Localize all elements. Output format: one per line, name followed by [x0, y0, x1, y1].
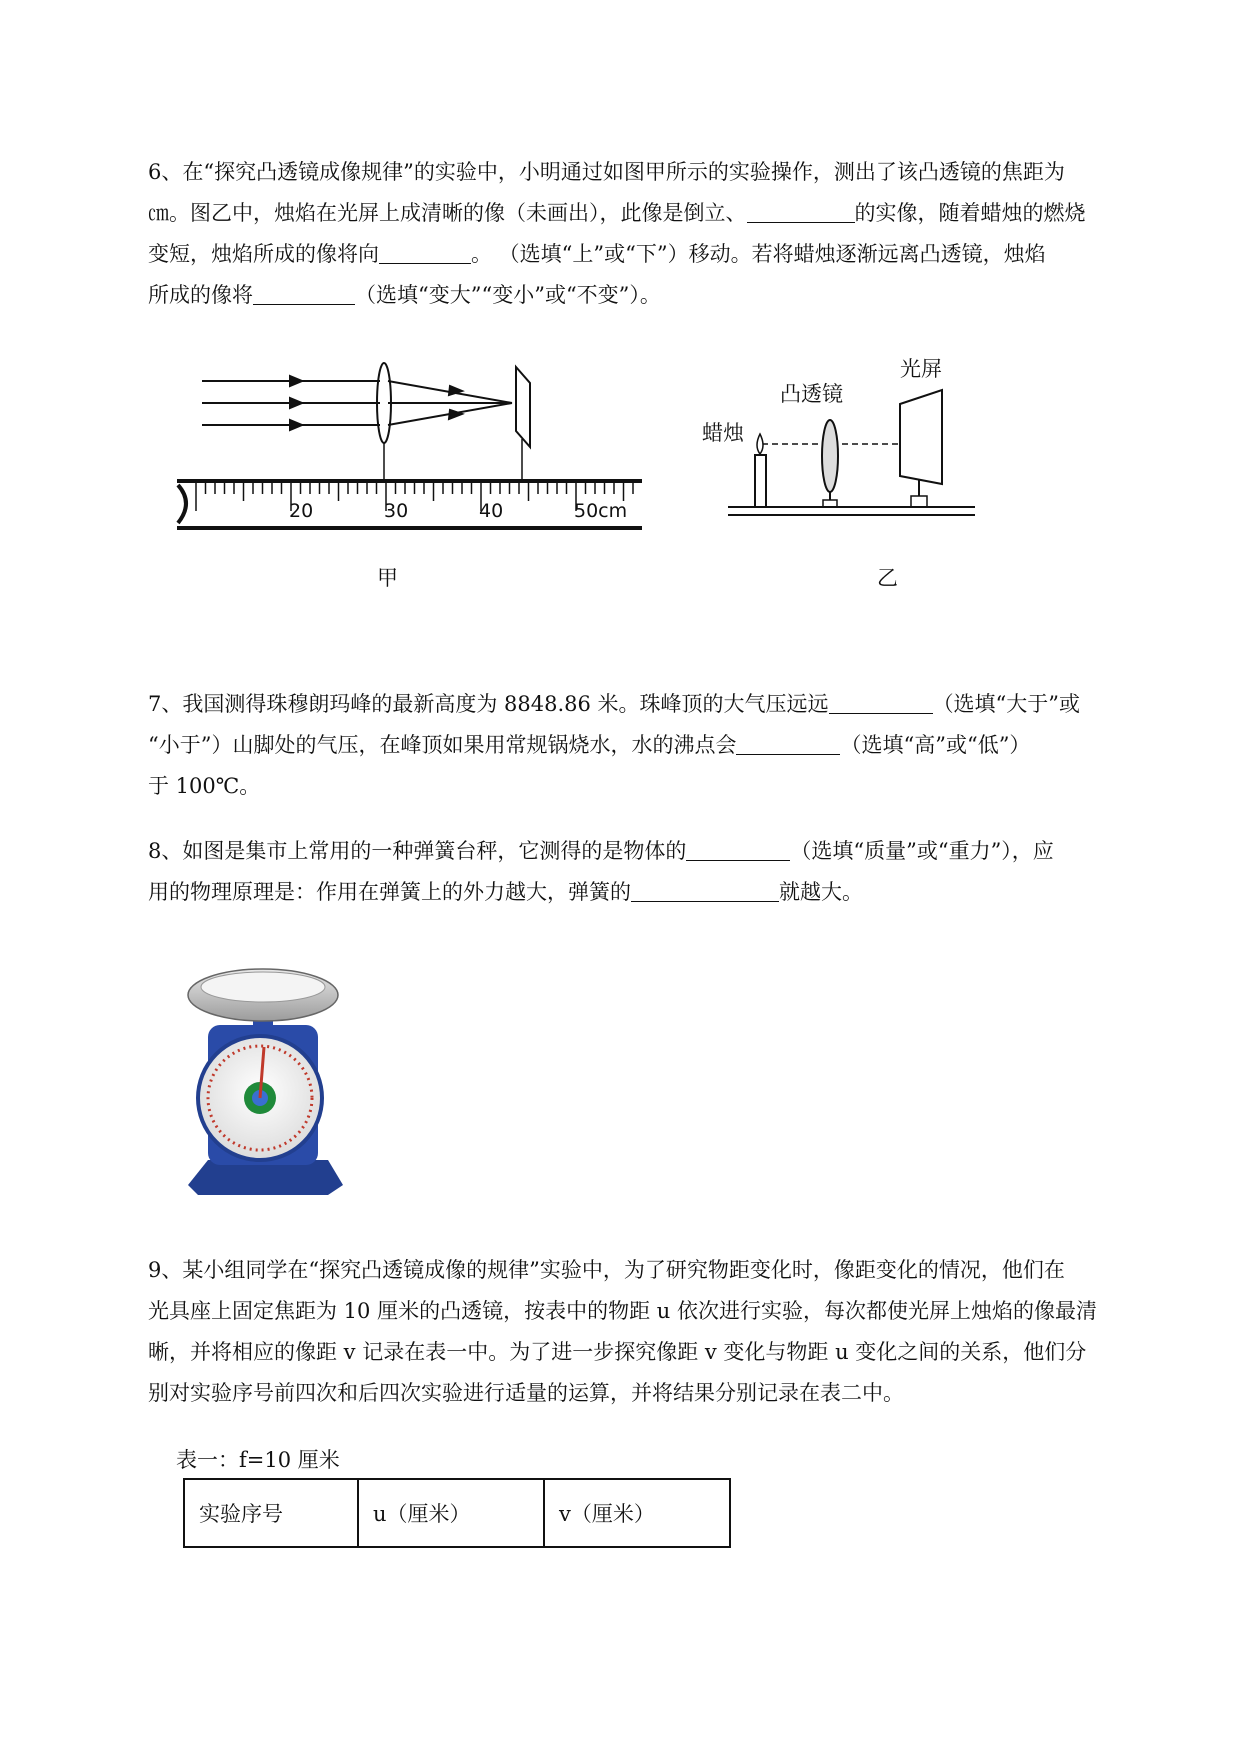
spring-scale-image [178, 955, 348, 1205]
q6-blank-2[interactable] [747, 200, 855, 223]
question-9 [148, 1250, 1148, 1414]
q8-line-2: 用的物理原理是：作用在弹簧上的外力越大，弹簧的 就越大。 [148, 880, 863, 904]
q8-blank-1[interactable] [686, 838, 790, 861]
question-6 [148, 152, 1148, 316]
label-candle: 蜡烛 [702, 421, 744, 445]
q6-line-2: ㎝。图乙中，烛焰在光屏上成清晰的像（未画出），此像是倒立、 的实像，随着蜡烛的燃烧 [148, 201, 1086, 225]
table1-caption: 表一：f=10 厘米 [176, 1448, 340, 1472]
ruler-tick-40: 40 [479, 500, 504, 522]
q9-line-3: 晰，并将相应的像距 v 记录在表一中。为了进一步探究像距 v 变化与物距 u 变化之间的关系，他们分 [148, 1340, 1087, 1364]
q8-line-1: 8、如图是集市上常用的一种弹簧台秤，它测得的是物体的 （选填“质量”或“重力”），应 [148, 839, 1054, 863]
question-8 [148, 831, 1148, 913]
ruler-tick-30: 30 [384, 500, 409, 522]
label-screen: 光屏 [900, 357, 942, 381]
figure-jia [172, 355, 652, 535]
table1 [183, 1478, 731, 1548]
q6-line-1: 6、在“探究凸透镜成像规律”的实验中，小明通过如图甲所示的实验操作，测出了该凸透镜的焦距为 [148, 160, 1065, 184]
q6-blank-3[interactable] [379, 241, 471, 264]
q9-line-2: 光具座上固定焦距为 10 厘米的凸透镜，按表中的物距 u 依次进行实验，每次都使光屏上烛焰的像最清 [148, 1299, 1097, 1323]
q9-line-4: 别对实验序号前四次和后四次实验进行适量的运算，并将结果分别记录在表二中。 [148, 1381, 904, 1405]
ruler-tick-50: 50cm [574, 500, 628, 522]
table1-header-u: u（厘米） [358, 1479, 544, 1547]
table-row [184, 1479, 730, 1547]
q6-line-3: 变短，烛焰所成的像将向 。 （选填“上”或“下”）移动。若将蜡烛逐渐远离凸透镜，烛焰 [148, 242, 1046, 266]
q7-line-3: 于 100℃。 [148, 774, 261, 798]
question-7 [148, 684, 1148, 807]
label-lens: 凸透镜 [780, 382, 843, 406]
caption-jia: 甲 [377, 566, 398, 590]
table1-header-index: 实验序号 [184, 1479, 358, 1547]
q7-line-2: “小于”）山脚处的气压，在峰顶如果用常规锅烧水，水的沸点会 （选填“高”或“低”） [148, 733, 1031, 757]
q7-line-1: 7、我国测得珠穆朗玛峰的最新高度为 8848.86 米。珠峰顶的大气压远远 （选填“大于”或 [148, 692, 1081, 716]
q6-blank-4[interactable] [253, 282, 355, 305]
caption-yi: 乙 [877, 566, 898, 590]
q6-line-4: 所成的像将 （选填“变大”“变小”或“不变”）。 [148, 283, 661, 307]
q8-blank-2[interactable] [631, 879, 779, 902]
figure-yi [700, 350, 990, 525]
q9-line-1: 9、某小组同学在“探究凸透镜成像的规律”实验中，为了研究物距变化时，像距变化的情况，他们在 [148, 1258, 1065, 1282]
q7-blank-1[interactable] [829, 691, 933, 714]
q7-blank-2[interactable] [736, 732, 840, 755]
ruler-tick-20: 20 [289, 500, 314, 522]
table1-header-v: v（厘米） [544, 1479, 730, 1547]
